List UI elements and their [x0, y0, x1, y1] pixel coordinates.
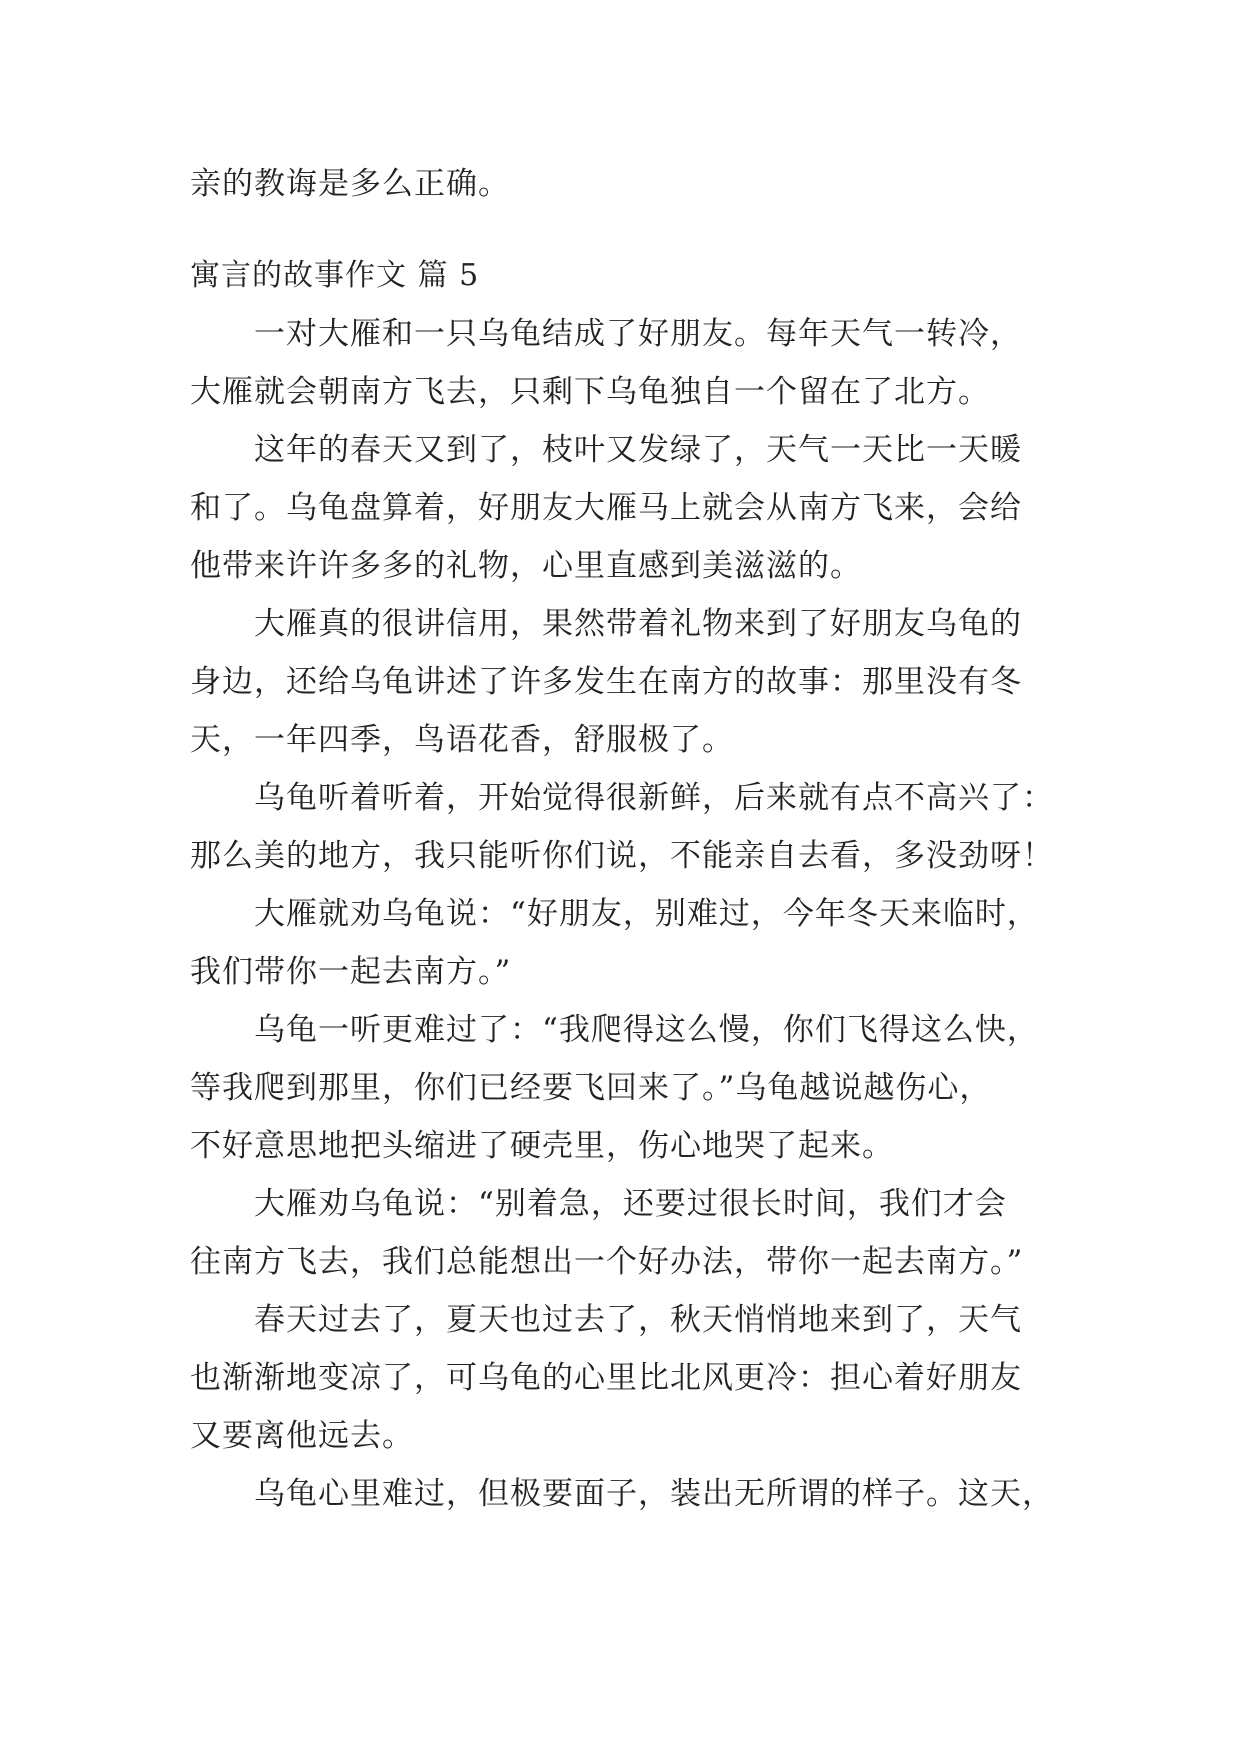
paragraph-line: 大雁劝乌龟说：“别着急，还要过很长时间，我们才会: [254, 1186, 1007, 1222]
paragraph-line: 身边，还给乌龟讲述了许多发生在南方的故事：那里没有冬: [190, 664, 1022, 700]
paragraph-line: 大雁就会朝南方飞去，只剩下乌龟独自一个留在了北方。: [190, 374, 990, 410]
paragraph-line: 又要离他远去。: [190, 1418, 414, 1454]
paragraph-line: 等我爬到那里，你们已经要飞回来了。”乌龟越说越伤心，: [190, 1070, 992, 1106]
paragraph-line: 大雁就劝乌龟说：“好朋友，别难过，今年冬天来临时，: [254, 896, 1039, 932]
paragraph-line: 也渐渐地变凉了，可乌龟的心里比北风更冷：担心着好朋友: [190, 1360, 1022, 1396]
paragraph-line: 乌龟听着听着，开始觉得很新鲜，后来就有点不高兴了：: [254, 780, 1054, 816]
paragraph-line: 乌龟一听更难过了：“我爬得这么慢，你们飞得这么快，: [254, 1012, 1039, 1048]
paragraph-line: 往南方飞去，我们总能想出一个好办法，带你一起去南方。”: [190, 1244, 1024, 1280]
section-title: 寓言的故事作文 篇 5: [190, 258, 480, 293]
section-spacer: [190, 213, 1050, 247]
paragraph-line: 和了。乌龟盘算着，好朋友大雁马上就会从南方飞来，会给: [190, 490, 1022, 526]
paragraph-line: 那么美的地方，我只能听你们说，不能亲自去看，多没劲呀！: [190, 838, 1054, 874]
paragraph-line: 亲的教诲是多么正确。: [190, 166, 510, 202]
paragraph-line: 我们带你一起去南方。”: [190, 954, 512, 990]
paragraph-line: 这年的春天又到了，枝叶又发绿了，天气一天比一天暖: [254, 432, 1022, 468]
paragraph-line: 不好意思地把头缩进了硬壳里，伤心地哭了起来。: [190, 1128, 894, 1164]
document-body: [190, 155, 1054, 1523]
paragraph-line: 大雁真的很讲信用，果然带着礼物来到了好朋友乌龟的: [254, 606, 1022, 642]
paragraph-line: 他带来许许多多的礼物，心里直感到美滋滋的。: [190, 548, 862, 584]
paragraph-line: 春天过去了，夏天也过去了，秋天悄悄地来到了，天气: [254, 1302, 1022, 1338]
paragraph-line: 乌龟心里难过，但极要面子，装出无所谓的样子。这天，: [254, 1476, 1054, 1512]
paragraph-line: 一对大雁和一只乌龟结成了好朋友。每年天气一转冷，: [254, 316, 1022, 352]
paragraph-line: 天，一年四季，鸟语花香，舒服极了。: [190, 722, 734, 758]
